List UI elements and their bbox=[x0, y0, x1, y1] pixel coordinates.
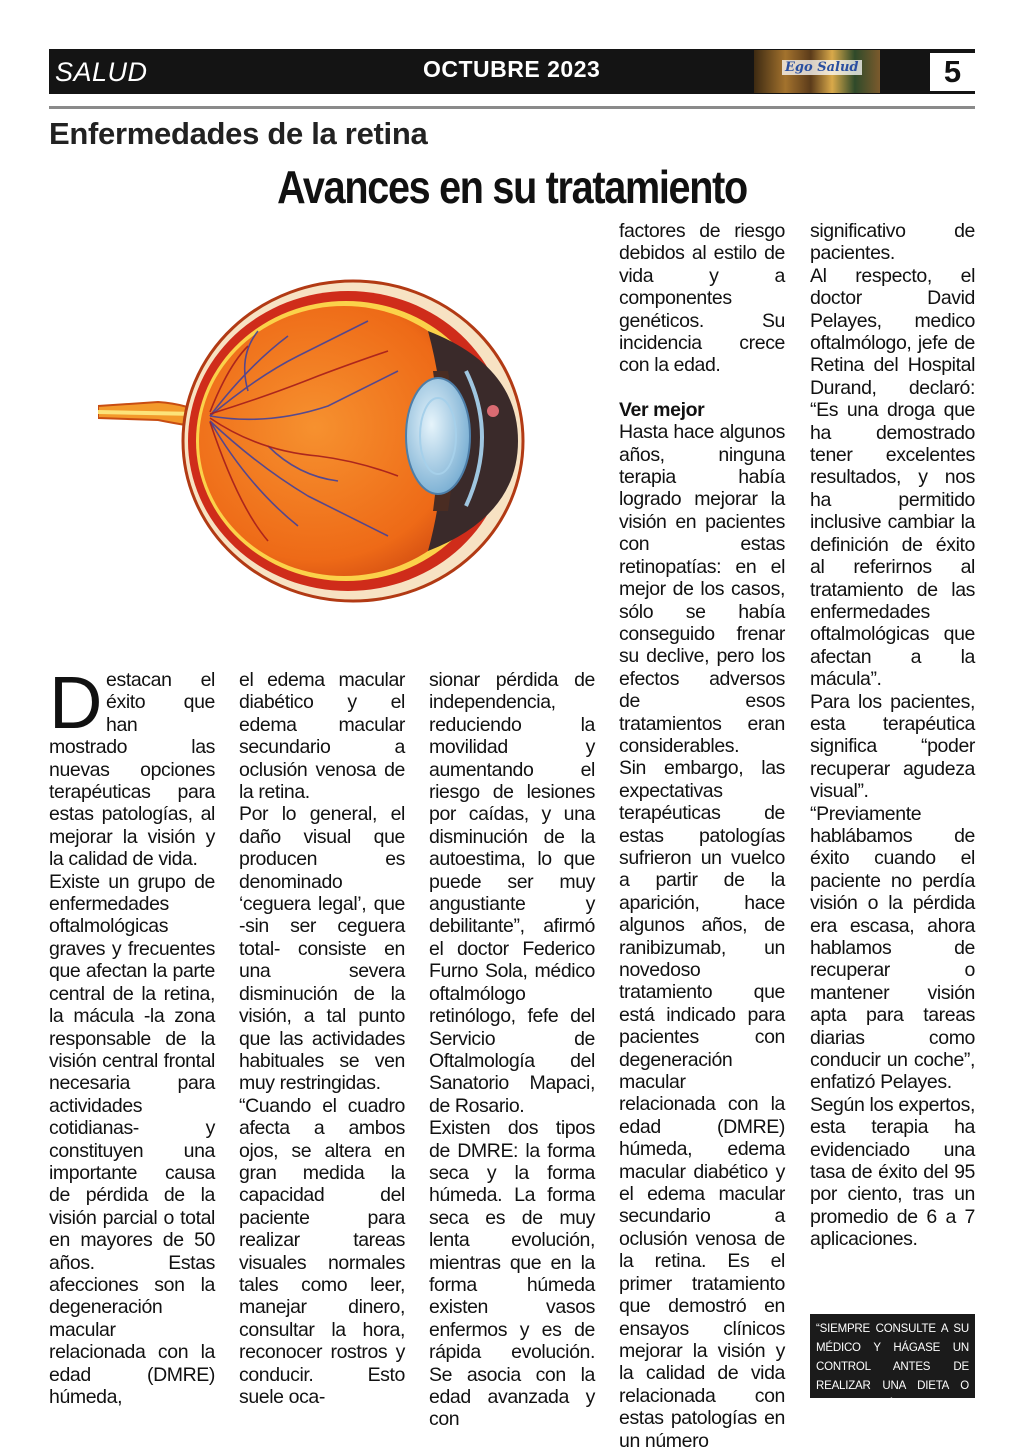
eye-anatomy-illustration bbox=[98, 276, 528, 606]
drop-cap: D bbox=[49, 661, 103, 744]
subheading: Ver mejor bbox=[619, 398, 705, 421]
publication-logo bbox=[754, 50, 880, 93]
paragraph: sionar pérdida de independencia, reduciendo la movilidad y aumentando el riesgo de lesiones por caídas, y una disminución de la autoestima, lo que puede ser muy angustiante y debilitante”, afirmó el doctor Federico Furno Sola, médico oftalmólogo retinólogo, fefe del Servicio de Oftalmología del Sanatorio Mapaci, de Rosario. bbox=[429, 669, 595, 1117]
paragraph: Para los pacientes, esta terapéutica significa “poder recuperar agudeza visual”. bbox=[810, 690, 975, 803]
paragraph: Por lo general, el daño visual que producen es denominado ‘ceguera legal’, que -sin ser ceguera total- consiste en una severa disminución de la visión, a tal punto que las actividades habituales se ven muy restringidas. bbox=[239, 803, 405, 1095]
article-column-1 bbox=[49, 661, 215, 1408]
paragraph: Existe un grupo de enfermedades oftalmológicas graves y frecuentes que afectan la parte central de la retina, la mácula -la zona responsable de la visión central frontal necesaria para actividades cotidianas- y constituyen una importante causa de pérdida de la visión parcial o total en mayores de 50 años. Estas afecciones son la degeneración macular relacionada con la edad (DMRE) húmeda, bbox=[49, 870, 215, 1408]
issue-date: OCTUBRE 2023 bbox=[423, 56, 601, 82]
health-advice-callout: “SIEMPRE CONSULTE A SU MÉDICO Y HÁGASE UN CONTROL ANTES DE REALIZAR UNA DIETA O ACTIVADAD FÍSICA” bbox=[810, 1314, 975, 1398]
article-column-4 bbox=[619, 220, 785, 1452]
article-column-2 bbox=[239, 669, 405, 1408]
paragraph: “Previamente hablábamos de éxito cuando el paciente no perdía visión o la pérdida era escasa, ahora hablamos de recuperar o mantener visión apta para tareas diarias como conducir un coche”, enfatizó Pelayes. bbox=[810, 802, 975, 1094]
article-kicker: Enfermedades de la retina bbox=[49, 116, 428, 151]
paragraph: factores de riesgo debidos al estilo de vida y a componentes genéticos. Su incidencia crece con la edad. bbox=[619, 220, 785, 377]
section-label: SALUD bbox=[55, 57, 148, 87]
paragraph: Sin embargo, las expectativas terapéuticas de estas patologías sufrieron un vuelco a partir de la aparición, hace algunos años, de ranibizumab, un novedoso tratamiento que está indicado para pacientes con degeneración macular relacionada con la edad (DMRE) húmeda, edema macular diabético y el edema macular secundario a oclusión venosa de la retina. Es el primer tratamiento que demostró en ensayos clínicos mejorar la visión y la calidad de vida relacionada con estas patologías en un número bbox=[619, 757, 785, 1452]
paragraph: estacan el éxito que han mostrado las nuevas opciones terapéuticas para estas patologías, al mejorar la visión y la calidad de vida. bbox=[49, 669, 215, 871]
article-headline: Avances en su tratamiento bbox=[277, 161, 747, 213]
paragraph: significativo de pacientes. bbox=[810, 220, 975, 265]
paragraph: “Cuando el cuadro afecta a ambos ojos, se altera en gran medida la capacidad del paciente para realizar tareas visuales normales tales como leer, manejar dinero, consultar la hora, reconocer rostros y conducir. Esto suele oca- bbox=[239, 1094, 405, 1408]
logo-text: Ego Salud bbox=[782, 60, 862, 75]
page-number: 5 bbox=[930, 53, 975, 91]
article-column-5 bbox=[810, 220, 975, 1251]
header-divider bbox=[49, 106, 975, 109]
paragraph: el edema macular diabético y el edema macular secundario a oclusión venosa de la retina. bbox=[239, 669, 405, 804]
paragraph: Existen dos tipos de DMRE: la forma seca y la forma húmeda. La forma seca es de muy lenta evolución, mientras que en la forma húmeda existen vasos enfermos y es de rápida evolución. Se asocia con la edad avanzada y con bbox=[429, 1117, 595, 1431]
paragraph: Según los expertos, esta terapia ha evidenciado una tasa de éxito del 95 por ciento, tras un promedio de 6 a 7 aplicaciones. bbox=[810, 1093, 975, 1251]
paragraph: Hasta hace algunos años, ninguna terapia había logrado mejorar la visión en pacientes con estas retinopatías: en el mejor de los casos, sólo se había conseguido frenar su declive, pero los efectos adversos de esos tratamientos eran considerables. bbox=[619, 421, 785, 757]
article-column-3 bbox=[429, 669, 595, 1431]
paragraph: Al respecto, el doctor David Pelayes, medico oftalmólogo, jefe de Retina del Hospital Durand, declaró: “Es una droga que ha demostrado tener excelentes resultados, y nos ha permitido inclusive cambiar la definición de éxito al referirnos al tratamiento de las enfermedades oftalmológicas que afectan a la mácula”. bbox=[810, 264, 975, 691]
